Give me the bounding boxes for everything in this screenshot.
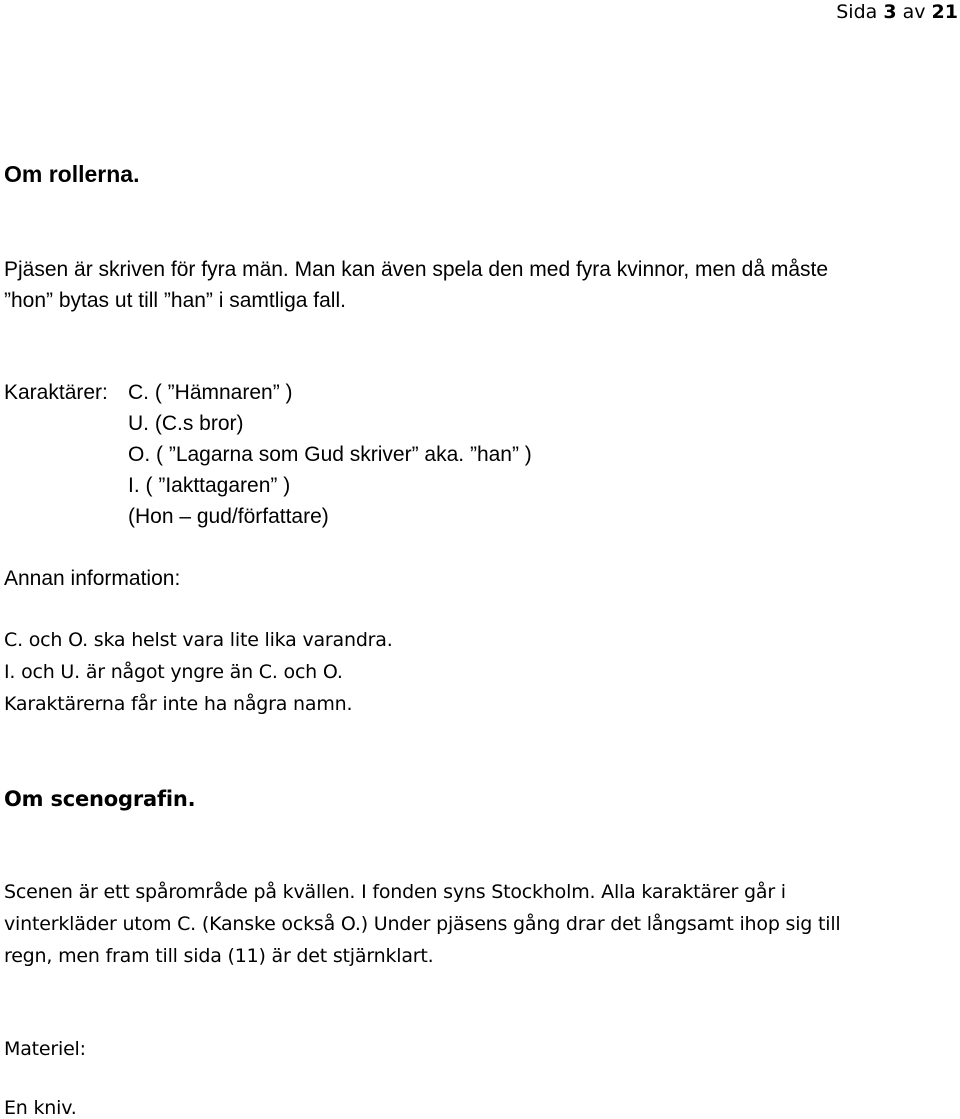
other-info-line-2: I. och U. är något yngre än C. och O.	[4, 661, 343, 683]
page-number-separator: av	[902, 1, 926, 23]
character-i: I. ( ”Iakttagaren” )	[128, 474, 291, 497]
roles-heading: Om rollerna.	[4, 161, 140, 187]
roles-intro-line-1: Pjäsen är skriven för fyra män. Man kan även spela den med fyra kvinnor, men då måste	[4, 258, 829, 281]
other-info-label: Annan information:	[4, 567, 181, 590]
character-hon: (Hon – gud/författare)	[128, 505, 329, 528]
character-c: C. ( ”Hämnaren” )	[128, 381, 293, 404]
roles-intro-line-2: ”hon” bytas ut till ”han” i samtliga fall.	[4, 289, 346, 312]
other-info-line-3: Karaktärerna får inte ha några namn.	[4, 693, 353, 715]
other-info-line-1: C. och O. ska helst vara lite lika varandra.	[4, 629, 393, 651]
page-number-prefix: Sida	[836, 1, 878, 23]
scenography-line-3: regn, men fram till sida (11) är det stjärnklart.	[4, 945, 434, 967]
scenography-heading: Om scenografin.	[4, 787, 196, 811]
characters-label: Karaktärer:	[4, 381, 108, 404]
page-number-total: 21	[931, 1, 958, 23]
character-o: O. ( ”Lagarna som Gud skriver” aka. ”han” )	[128, 443, 532, 466]
scenography-line-1: Scenen är ett spårområde på kvällen. I fonden syns Stockholm. Alla karaktärer går i	[4, 881, 786, 903]
page-number	[836, 1, 958, 23]
materials-label: Materiel:	[4, 1038, 86, 1060]
materials-item-knife: En kniv.	[4, 1097, 77, 1119]
scenography-line-2: vinterkläder utom C. (Kanske också O.) Under pjäsens gång drar det långsamt ihop sig till	[4, 913, 841, 935]
page-number-current: 3	[883, 1, 897, 23]
character-u: U. (C.s bror)	[128, 412, 244, 435]
